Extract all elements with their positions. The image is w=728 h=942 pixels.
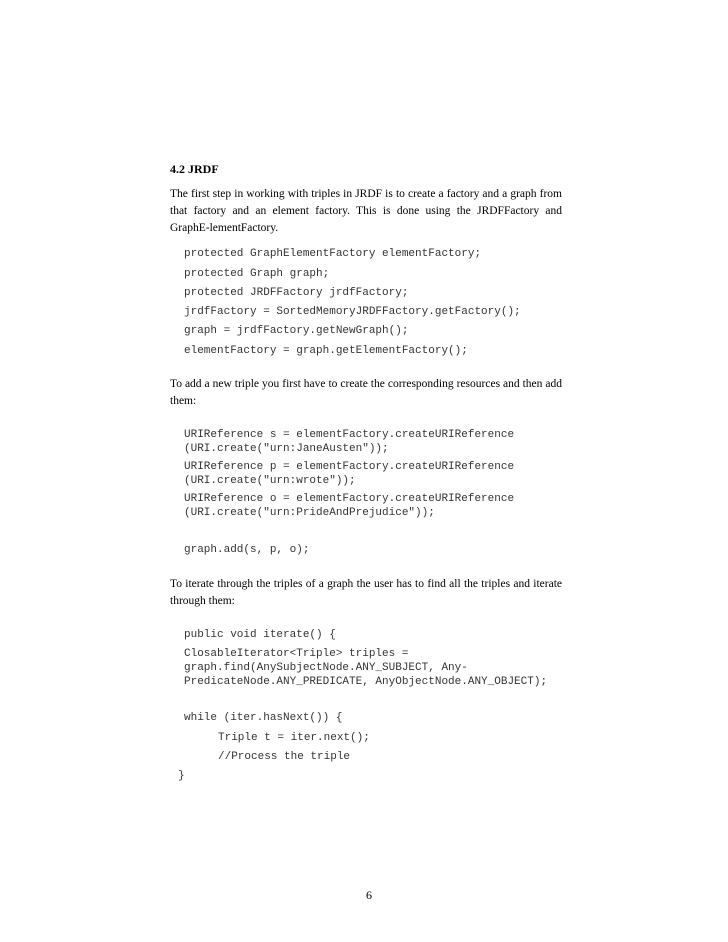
- code-line: graph.find(AnySubjectNode.ANY_SUBJECT, Any-: [184, 662, 468, 674]
- section-heading: 4.2 JRDF: [170, 162, 219, 176]
- code-line: (URI.create("urn:PrideAndPrejudice"));: [184, 507, 435, 519]
- add-triple-paragraph: To add a new triple you first have to create the corresponding resources and then add them:: [170, 378, 562, 407]
- code-line: //Process the triple: [218, 751, 351, 763]
- code-line: ClosableIterator<Triple> triples =: [184, 648, 409, 660]
- code-line: PredicateNode.ANY_PREDICATE, AnyObjectNode.ANY_OBJECT);: [184, 676, 548, 688]
- code-line: Triple t = iter.next();: [218, 732, 370, 744]
- code-line: (URI.create("urn:wrote"));: [184, 475, 356, 487]
- code-line: graph.add(s, p, o);: [184, 544, 310, 556]
- code-line: public void iterate() {: [184, 629, 336, 641]
- code-line: graph = jrdfFactory.getNewGraph();: [184, 325, 409, 337]
- code-line: URIReference o = elementFactory.createURIReference: [184, 493, 515, 505]
- page-number: 6: [366, 888, 372, 902]
- code-line: }: [178, 770, 185, 782]
- code-line: elementFactory = graph.getElementFactory();: [184, 345, 468, 357]
- code-line: URIReference s = elementFactory.createURIReference: [184, 429, 515, 441]
- code-line: protected Graph graph;: [184, 268, 330, 280]
- intro-paragraph: The first step in working with triples in JRDF is to create a factory and a graph from that factory and an element factory. This is done using the JRDFFactory and GraphE-lementFactory.: [170, 188, 562, 234]
- code-line: jrdfFactory = SortedMemoryJRDFFactory.getFactory();: [184, 306, 521, 318]
- code-line: URIReference p = elementFactory.createURIReference: [184, 461, 515, 473]
- code-line: (URI.create("urn:JaneAusten"));: [184, 443, 389, 455]
- code-line: protected JRDFFactory jrdfFactory;: [184, 287, 409, 299]
- code-line: protected GraphElementFactory elementFactory;: [184, 248, 482, 260]
- code-line: while (iter.hasNext()) {: [184, 712, 343, 724]
- iterate-paragraph: To iterate through the triples of a graph the user has to find all the triples and iterate through them:: [170, 578, 562, 607]
